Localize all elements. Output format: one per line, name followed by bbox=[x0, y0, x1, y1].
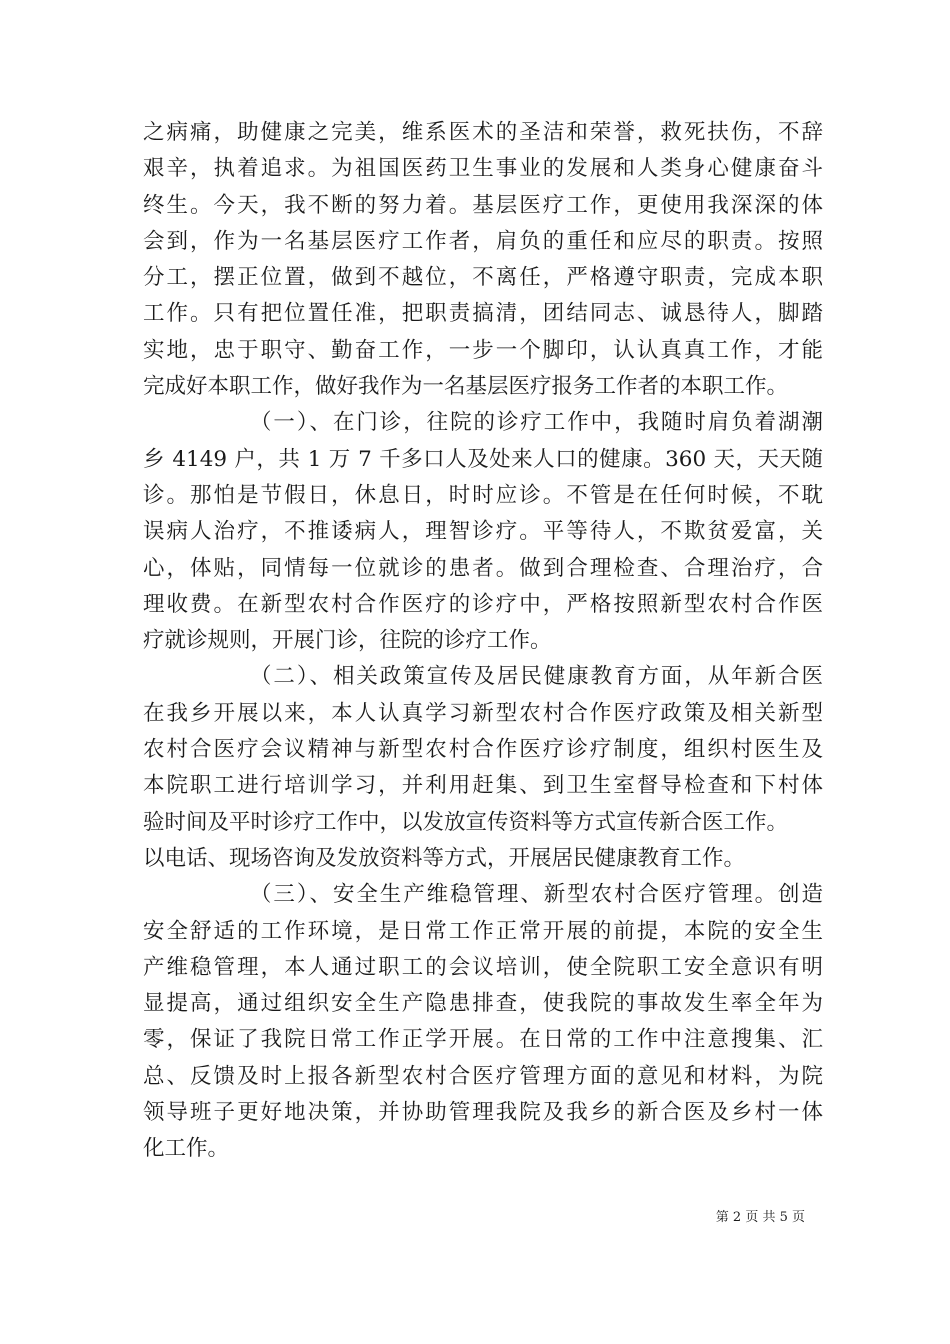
text-line: 完成好本职工作，做好我作为一名基层医疗报务工作者的本职工作。 bbox=[143, 374, 789, 400]
text-line: 疗就诊规则，开展门诊，往院的诊疗工作。 bbox=[143, 628, 552, 654]
text-line: 农村合医疗会议精神与新型农村合作医疗诊疗制度，组织村医生及 bbox=[143, 737, 823, 763]
text-line: 在我乡开展以来，本人认真学习新型农村合作医疗政策及相关新型 bbox=[143, 700, 823, 726]
page-number: 第 2 页 共 5 页 bbox=[715, 1210, 805, 1225]
text-line: 显提高，通过组织安全生产隐患排查，使我院的事故发生率全年为 bbox=[143, 991, 823, 1017]
text-line: 总、反馈及时上报各新型农村合医疗管理方面的意见和材料，为院 bbox=[143, 1063, 823, 1089]
document-body bbox=[143, 115, 823, 1168]
paragraph-heading-line: （一）、在门诊，往院的诊疗工作中，我随时肩负着湖潮 bbox=[250, 410, 823, 436]
text-line: 乡 4149 户，共 1 万 7 千多口人及处来人口的健康。360 天，天天随 bbox=[143, 446, 823, 472]
text-line: 之病痛，助健康之完美，维系医术的圣洁和荣誉，救死扶伤，不辞 bbox=[143, 120, 823, 145]
text-line: 终生。今天，我不断的努力着。基层医疗工作，更使用我深深的体 bbox=[143, 192, 823, 218]
paragraph-heading-line: （二）、相关政策宣传及居民健康教育方面，从年新合医 bbox=[250, 664, 823, 690]
text-line: 会到，作为一名基层医疗工作者，肩负的重任和应尽的职责。按照 bbox=[143, 228, 823, 254]
text-line: 心，体贴，同情每一位就诊的患者。做到合理检查、合理治疗，合 bbox=[143, 555, 823, 581]
paragraph-heading-line: （三）、安全生产维稳管理、新型农村合医疗管理。创造 bbox=[250, 882, 823, 908]
text-line: 误病人治疗，不推诿病人，理智诊疗。平等待人，不欺贫爱富，关 bbox=[143, 519, 823, 545]
text-line: 安全舒适的工作环境，是日常工作正常开展的前提，本院的安全生 bbox=[143, 918, 823, 944]
text-line: 本院职工进行培训学习，并利用赶集、到卫生室督导检查和下村体 bbox=[143, 773, 823, 799]
text-line: 零，保证了我院日常工作正学开展。在日常的工作中注意搜集、汇 bbox=[143, 1027, 823, 1053]
text-line: 诊。那怕是节假日，休息日，时时应诊。不管是在任何时候，不耽 bbox=[143, 482, 823, 508]
text-line: 验时间及平时诊疗工作中，以发放宣传资料等方式宣传新合医工作。 bbox=[143, 809, 789, 835]
text-line: 理收费。在新型农村合作医疗的诊疗中，严格按照新型农村合作医 bbox=[143, 591, 823, 617]
text-line: 化工作。 bbox=[143, 1136, 230, 1162]
text-line: 工作。只有把位置任准，把职责搞清，团结同志、诚恳待人，脚踏 bbox=[143, 301, 823, 327]
text-line: 分工，摆正位置，做到不越位，不离任，严格遵守职责，完成本职 bbox=[143, 265, 823, 291]
text-line: 产维稳管理，本人通过职工的会议培训，使全院职工安全意识有明 bbox=[143, 954, 823, 980]
text-line: 实地，忠于职守、勤奋工作，一步一个脚印，认认真真工作，才能 bbox=[143, 337, 823, 363]
text-line: 以电话、现场咨询及发放资料等方式，开展居民健康教育工作。 bbox=[143, 845, 746, 871]
text-line: 艰辛，执着追求。为祖国医药卫生事业的发展和人类身心健康奋斗 bbox=[143, 156, 823, 182]
text-line: 领导班子更好地决策，并协助管理我院及我乡的新合医及乡村一体 bbox=[143, 1100, 823, 1126]
